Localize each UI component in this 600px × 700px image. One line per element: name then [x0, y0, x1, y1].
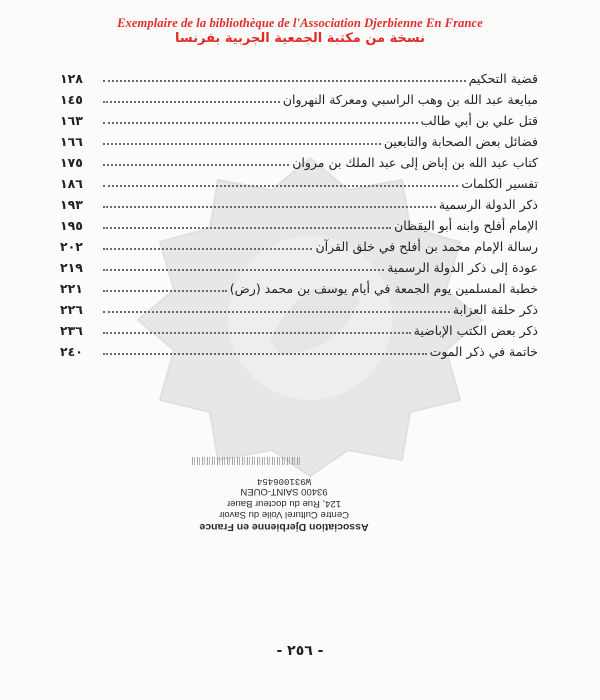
toc-entry	[60, 107, 538, 128]
toc-title: خاتمة في ذكر الموت	[429, 344, 538, 359]
stamp-registration: W931006454	[257, 476, 312, 486]
stamp-association: Association Djerbienne en France	[199, 521, 369, 533]
toc-entry	[60, 338, 538, 359]
toc-page-number: ١٩٣	[60, 197, 83, 212]
toc-entry	[60, 317, 538, 338]
toc-title: فضائل بعض الصحابة والتابعين	[383, 134, 538, 149]
toc-title: رسالة الإمام محمد بن أفلح في خلق القرآن	[315, 239, 538, 254]
toc-title: تفسير الكلمات	[461, 176, 538, 191]
page-number: - ٢٥٦ -	[276, 643, 324, 659]
toc-page-number: ١٧٥	[60, 155, 83, 170]
toc-page-number: ٢٣٦	[60, 323, 83, 338]
toc-entry	[60, 296, 538, 317]
toc-entry	[60, 170, 538, 191]
toc-page-number: ٢١٩	[60, 260, 83, 275]
toc-title: خطبة المسلمين يوم الجمعة في أيام يوسف بن محمد (رض)	[229, 281, 538, 296]
toc-page-number: ١٦٣	[60, 113, 83, 128]
toc-page-number: ١٩٥	[60, 218, 83, 233]
toc-entry	[60, 254, 538, 275]
dot-leader	[103, 101, 280, 103]
toc-page-number: ٢٢١	[60, 281, 83, 296]
dot-leader	[103, 185, 458, 187]
toc-title: ذكر الدولة الرسمية	[438, 197, 538, 212]
dot-leader	[103, 206, 436, 208]
toc-title: ذكر بعض الكتب الإباضية	[413, 323, 538, 338]
toc-page-number: ١٢٨	[60, 71, 83, 86]
toc-page-number: ٢٤٠	[60, 344, 83, 359]
dot-leader	[103, 227, 391, 229]
toc-title: عودة إلى ذكر الدولة الرسمية	[387, 260, 538, 275]
toc-entry	[60, 86, 538, 107]
dot-leader	[103, 143, 381, 145]
toc-entry	[60, 212, 538, 233]
toc-page-number: ١٦٦	[60, 134, 83, 149]
toc-entry	[60, 275, 538, 296]
dot-leader	[103, 164, 289, 166]
dot-leader	[103, 353, 427, 355]
toc-page-number: ١٤٥	[60, 92, 83, 107]
toc-title: قضية التحكيم	[468, 71, 538, 86]
toc-title: مبايعة عبد الله بن وهب الراسبي ومعركة النهروان	[282, 92, 538, 107]
toc-title: الإمام أفلح وابنه أبو اليقظان	[394, 218, 538, 233]
stamp-street: 124, Rue du docteur Bauer	[226, 498, 342, 509]
dot-leader	[103, 332, 411, 334]
toc-entry	[60, 149, 538, 170]
dot-leader	[103, 269, 384, 271]
dot-leader	[103, 122, 418, 124]
toc-page-number: ٢٢٦	[60, 302, 83, 317]
toc-title: قتل علي بن أبي طالب	[420, 113, 538, 128]
toc-page-number: ١٨٦	[60, 176, 83, 191]
toc-entry	[60, 233, 538, 254]
table-of-contents	[60, 65, 538, 359]
toc-title: كتاب عبد الله بن إباض إلى عبد الملك بن مروان	[292, 155, 538, 170]
stamp-centre: Centre Culturel Voile du Savoir	[219, 509, 349, 521]
toc-title: ذكر حلقة العزابة	[452, 302, 538, 317]
toc-entry	[60, 191, 538, 212]
library-header-french: Exemplaire de la bibliothèque de l'Association Djerbienne En France	[117, 16, 483, 30]
dot-leader	[103, 80, 466, 82]
toc-page-number: ٢٠٢	[60, 239, 83, 254]
library-header-arabic: نسخة من مكتبة الجمعية الجربية بفرنسا	[175, 31, 425, 46]
dot-leader	[103, 290, 227, 292]
dot-leader	[103, 248, 312, 250]
library-stamp	[168, 452, 400, 532]
stamp-city: 93400 SAINT-OUEN	[240, 486, 328, 498]
toc-entry	[60, 65, 538, 86]
toc-entry	[60, 128, 538, 149]
dot-leader	[103, 311, 450, 313]
